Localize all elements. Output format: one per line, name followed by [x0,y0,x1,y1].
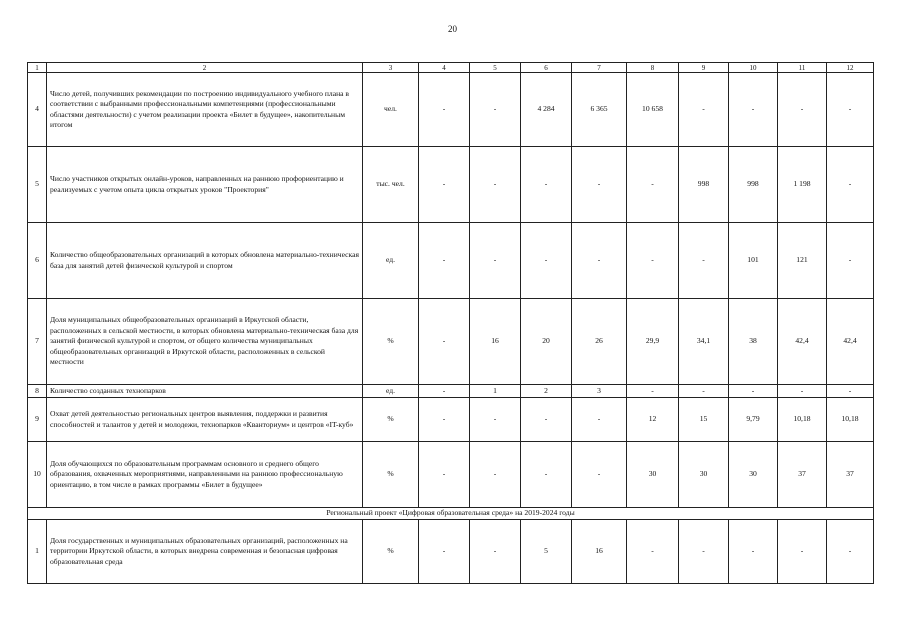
section-title: Региональный проект «Цифровая образовательная среда» на 2019-2024 годы [28,508,874,520]
value-cell: 9,79 [729,398,778,442]
table-row [28,385,874,398]
header-cell: 2 [47,63,363,73]
unit-cell: тыс. чел. [363,147,419,223]
indicator-name: Количество созданных технопарков [47,385,363,398]
value-cell: - [679,385,729,398]
table-row [28,442,874,508]
value-cell: - [470,223,521,299]
header-row [28,63,874,73]
row-number: 9 [28,398,47,442]
value-cell: 37 [778,442,827,508]
value-cell: - [679,73,729,147]
value-cell: - [470,520,521,584]
value-cell: - [521,147,572,223]
value-cell: 5 [521,520,572,584]
indicator-name: Доля обучающихся по образовательным программам основного и среднего общего образования, охваченных мероприятиями, направленными на раннюю профессиональную ориентацию, в том числе в рамках программы «Билет в будущее» [47,442,363,508]
value-cell: - [778,520,827,584]
value-cell: - [572,223,627,299]
unit-cell: % [363,299,419,385]
table-row [28,73,874,147]
value-cell: - [419,299,470,385]
unit-cell: % [363,520,419,584]
value-cell: 16 [572,520,627,584]
value-cell: 15 [679,398,729,442]
unit-cell: % [363,442,419,508]
header-cell: 4 [419,63,470,73]
value-cell: - [778,73,827,147]
header-cell: 6 [521,63,572,73]
value-cell: - [470,398,521,442]
value-cell: 1 198 [778,147,827,223]
value-cell: - [572,442,627,508]
value-cell: - [419,520,470,584]
value-cell: - [572,147,627,223]
value-cell: - [521,223,572,299]
header-cell: 8 [627,63,679,73]
value-cell: 10,18 [827,398,874,442]
header-cell: 9 [679,63,729,73]
unit-cell: чел. [363,73,419,147]
value-cell: 29,9 [627,299,679,385]
indicators-table [27,62,874,584]
value-cell: - [572,398,627,442]
value-cell: - [627,520,679,584]
value-cell: - [419,398,470,442]
header-cell: 1 [28,63,47,73]
value-cell: 1 [470,385,521,398]
unit-cell: % [363,398,419,442]
value-cell: 101 [729,223,778,299]
unit-cell: ед. [363,385,419,398]
value-cell: 37 [827,442,874,508]
value-cell: 12 [627,398,679,442]
indicator-name: Число участников открытых онлайн-уроков, направленных на раннюю профориентацию и реализуемых с учетом опыта цикла открытых уроков "Проектория" [47,147,363,223]
value-cell: - [521,442,572,508]
table-row [28,223,874,299]
value-cell: - [827,73,874,147]
value-cell: - [827,223,874,299]
value-cell: 38 [729,299,778,385]
header-cell: 12 [827,63,874,73]
value-cell: - [419,385,470,398]
row-number: 5 [28,147,47,223]
value-cell: 6 365 [572,73,627,147]
header-cell: 7 [572,63,627,73]
value-cell: - [627,385,679,398]
value-cell: 42,4 [778,299,827,385]
value-cell: 20 [521,299,572,385]
value-cell: - [470,442,521,508]
table-row [28,147,874,223]
header-cell: 11 [778,63,827,73]
page-number: 20 [448,24,457,34]
value-cell: 998 [729,147,778,223]
value-cell: 121 [778,223,827,299]
indicator-name: Количество общеобразовательных организаций в которых обновлена материально-техническая база для занятий детей физической культурой и спортом [47,223,363,299]
row-number: 10 [28,442,47,508]
value-cell: - [627,147,679,223]
header-cell: 5 [470,63,521,73]
value-cell: - [827,520,874,584]
value-cell: - [627,223,679,299]
header-cell: 3 [363,63,419,73]
value-cell: 30 [729,442,778,508]
value-cell: 34,1 [679,299,729,385]
value-cell: - [521,398,572,442]
unit-cell: ед. [363,223,419,299]
indicator-name: Доля государственных и муниципальных образовательных организаций, расположенных на территории Иркутской области, в которых внедрена современная и безопасная цифровая образовательная среда [47,520,363,584]
value-cell: - [470,147,521,223]
value-cell: - [729,520,778,584]
value-cell: - [679,223,729,299]
row-number: 8 [28,385,47,398]
value-cell: - [419,73,470,147]
row-number: 7 [28,299,47,385]
row-number: 6 [28,223,47,299]
value-cell: 16 [470,299,521,385]
row-number: 4 [28,73,47,147]
indicator-name: Охват детей деятельностью региональных центров выявления, поддержки и развития способностей и талантов у детей и молодежи, технопарков «Кванториум» и центров «IT-куб» [47,398,363,442]
value-cell: 30 [627,442,679,508]
value-cell: - [419,442,470,508]
value-cell: - [778,385,827,398]
value-cell: 10,18 [778,398,827,442]
row-number: 1 [28,520,47,584]
table-row [28,398,874,442]
header-cell: 10 [729,63,778,73]
value-cell: 42,4 [827,299,874,385]
section-row [28,508,874,520]
value-cell: - [729,73,778,147]
indicator-name: Доля муниципальных общеобразовательных организаций в Иркутской области, расположенных в сельской местности, в которых обновлена материально-техническая база для занятий физической культурой и спортом, от общего количества муниципальных общеобразовательных организаций в Иркутской области, расположенных в сельской местности [47,299,363,385]
value-cell: - [729,385,778,398]
value-cell: 10 658 [627,73,679,147]
value-cell: - [419,147,470,223]
table-row [28,520,874,584]
value-cell: - [827,147,874,223]
value-cell: 4 284 [521,73,572,147]
value-cell: - [827,385,874,398]
value-cell: 998 [679,147,729,223]
indicator-name: Число детей, получивших рекомендации по построению индивидуального учебного плана в соответствии с выбранными профессиональными компетенциями (профессиональными областями деятельности) с учетом реализации проекта «Билет в будущее», накопительным итогом [47,73,363,147]
value-cell: - [470,73,521,147]
value-cell: 3 [572,385,627,398]
value-cell: 30 [679,442,729,508]
value-cell: 26 [572,299,627,385]
table-row [28,299,874,385]
value-cell: - [679,520,729,584]
value-cell: - [419,223,470,299]
value-cell: 2 [521,385,572,398]
